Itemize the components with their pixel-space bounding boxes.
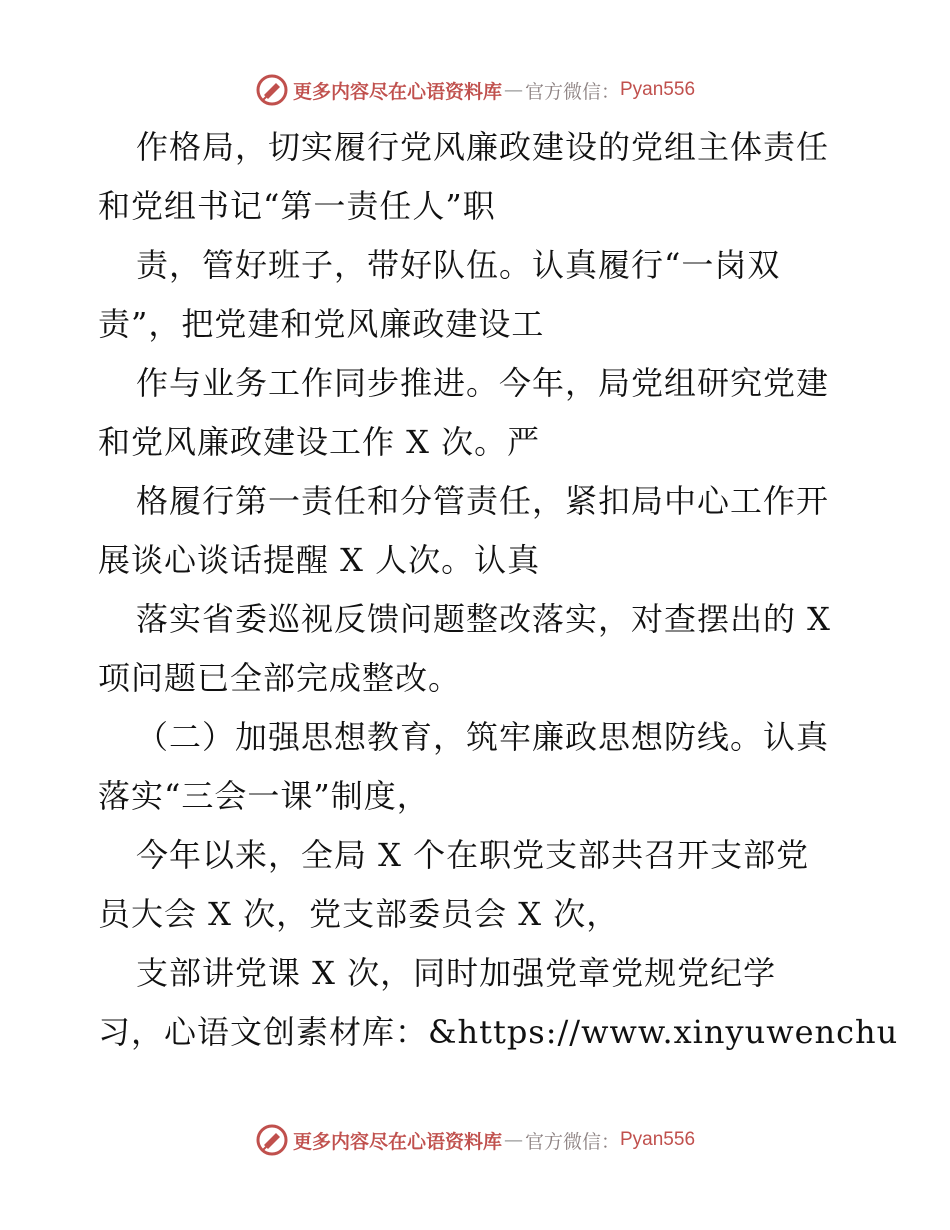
banner-title: 更多内容尽在心语资料库	[292, 80, 502, 103]
text-line: 员大会 X 次，党支部委员会 X 次，	[98, 895, 620, 933]
logo-icon	[255, 1123, 289, 1157]
document-body	[98, 118, 899, 1062]
text-line: 展谈心谈话提醒 X 人次。认真	[98, 541, 541, 579]
banner-separator: —	[503, 1129, 523, 1151]
banner-separator: —	[503, 79, 523, 101]
text-line: 和党组书记“第一责任人”职	[98, 187, 496, 225]
banner-title: 更多内容尽在心语资料库	[292, 1130, 502, 1153]
text-line: 习，心语文创素材库：&https://www.xinyuwenchu	[98, 1013, 899, 1051]
logo-icon	[255, 73, 289, 107]
text-line: 今年以来，全局 X 个在职党支部共召开支部党	[136, 836, 810, 874]
footer-banner	[0, 1120, 950, 1160]
text-line: 落实省委巡视反馈问题整改落实，对查摆出的 X	[136, 600, 831, 638]
banner-contact-id: Pyan556	[620, 1129, 696, 1150]
header-banner	[0, 70, 950, 110]
banner-contact-label: 官方微信：	[524, 1130, 620, 1153]
text-line: 作格局，切实履行党风廉政建设的党组主体责任	[136, 128, 830, 166]
text-line: 支部讲党课 X 次，同时加强党章党规党纪学	[136, 954, 777, 992]
text-line: 项问题已全部完成整改。	[98, 659, 462, 697]
text-line: 和党风廉政建设工作 X 次。严	[98, 423, 541, 461]
text-line: 作与业务工作同步推进。今年，局党组研究党建	[136, 364, 830, 402]
text-line: 格履行第一责任和分管责任，紧扣局中心工作开	[136, 482, 830, 520]
text-line: 落实“三会一课”制度，	[98, 777, 430, 815]
text-line: 责，管好班子，带好队伍。认真履行“一岗双	[136, 246, 781, 284]
banner-contact-id: Pyan556	[620, 79, 696, 100]
banner-contact-label: 官方微信：	[524, 80, 620, 103]
text-line: 责”，把党建和党风廉政建设工	[98, 305, 545, 343]
text-line: （二）加强思想教育，筑牢廉政思想防线。认真	[136, 718, 830, 756]
